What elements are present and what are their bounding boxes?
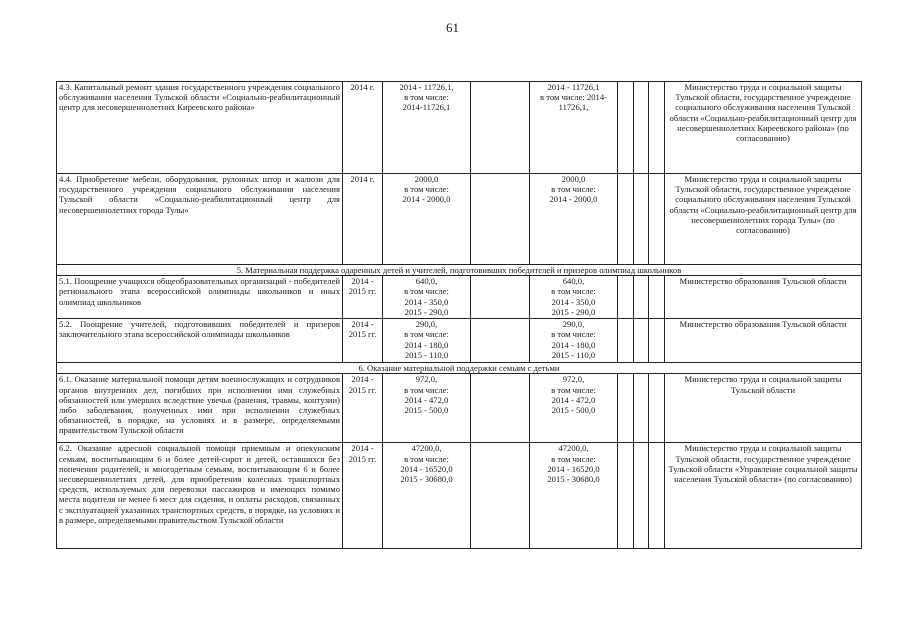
program-activities-table bbox=[56, 81, 862, 549]
total-funding-cell: 972,0, в том числе: 2014 - 472,0 2015 - 500,0 bbox=[383, 374, 471, 443]
page-number: 61 bbox=[446, 20, 459, 35]
regional-budget-cell: 47200,0, в том числе: 2014 - 16520,0 2015 - 30680,0 bbox=[530, 443, 618, 549]
empty-cell bbox=[471, 319, 530, 363]
empty-cell bbox=[649, 82, 665, 174]
total-funding-cell: 2014 - 11726,1, в том числе: 2014-11726,1 bbox=[383, 82, 471, 174]
term-cell: 2014 - 2015 гг. bbox=[343, 319, 383, 363]
responsible-agency-cell: Министерство труда и социальной защиты Тульской области, государственное учреждение Тульской области «Управление социальной защиты населения Тульской области» (по согласованию) bbox=[665, 443, 862, 549]
empty-cell bbox=[618, 276, 634, 319]
empty-cell bbox=[471, 374, 530, 443]
section-heading-row bbox=[57, 265, 862, 276]
table-row bbox=[57, 174, 862, 265]
empty-cell bbox=[634, 174, 649, 265]
empty-cell bbox=[471, 174, 530, 265]
section-heading-row bbox=[57, 363, 862, 374]
table-row bbox=[57, 374, 862, 443]
activity-name-cell: 5.2. Поощрение учителей, подготовивших победителей и призеров заключительного этапа всероссийской олимпиады школьников bbox=[57, 319, 343, 363]
empty-cell bbox=[649, 443, 665, 549]
responsible-agency-cell: Министерство труда и социальной защиты Тульской области, государственное учреждение социального обслуживания населения Тульской области «Социально-реабилитационный центр для несовершеннолетних Киреевского района» (по согласованию) bbox=[665, 82, 862, 174]
table-row bbox=[57, 443, 862, 549]
term-cell: 2014 г. bbox=[343, 174, 383, 265]
empty-cell bbox=[618, 174, 634, 265]
empty-cell bbox=[618, 82, 634, 174]
section-5-title: 5. Материальная поддержка одаренных детей и учителей, подготовивших победителей и призеров олимпиад школьников bbox=[57, 265, 862, 276]
responsible-agency-cell: Министерство труда и социальной защиты Тульской области, государственное учреждение социального обслуживания населения Тульской области «Социально-реабилитационный центр для несовершеннолетних города Тулы» (по согласованию) bbox=[665, 174, 862, 265]
empty-cell bbox=[634, 276, 649, 319]
empty-cell bbox=[471, 276, 530, 319]
activity-name-cell: 6.2. Оказание адресной социальной помощи приемным и опекунским семьям, воспитывающим 6 и более детей-сирот и детей, оставшихся без попечения родителей, и многодетным семьям, воспитывающим 6 и более несовершеннолетних детей, для приобретения колесных транспортных средств, используемых для перевозки пассажиров и имеющих помимо места водителя не менее 6 мест для сидения, и оплаты расходов, связанных с эксплуатацией указанных транспортных средств, в порядке, на условиях и в размере, определяемыми правительством Тульской области bbox=[57, 443, 343, 549]
total-funding-cell: 290,0, в том числе: 2014 - 180,0 2015 - 110,0 bbox=[383, 319, 471, 363]
regional-budget-cell: 2014 - 11726,1 в том числе: 2014- 11726,1, bbox=[530, 82, 618, 174]
empty-cell bbox=[634, 374, 649, 443]
total-funding-cell: 640,0, в том числе: 2014 - 350,0 2015 - 290,0 bbox=[383, 276, 471, 319]
table-row bbox=[57, 276, 862, 319]
responsible-agency-cell: Министерство образования Тульской области bbox=[665, 276, 862, 319]
term-cell: 2014 - 2015 гг. bbox=[343, 443, 383, 549]
regional-budget-cell: 2000,0 в том числе: 2014 - 2000,0 bbox=[530, 174, 618, 265]
empty-cell bbox=[634, 319, 649, 363]
empty-cell bbox=[471, 82, 530, 174]
empty-cell bbox=[649, 319, 665, 363]
total-funding-cell: 2000,0 в том числе: 2014 - 2000,0 bbox=[383, 174, 471, 265]
section-6-title: 6. Оказание материальной поддержки семьям с детьми bbox=[57, 363, 862, 374]
regional-budget-cell: 640,0, в том числе: 2014 - 350,0 2015 - 290,0 bbox=[530, 276, 618, 319]
table-row bbox=[57, 319, 862, 363]
regional-budget-cell: 290,0, в том числе: 2014 - 180,0 2015 - 110,0 bbox=[530, 319, 618, 363]
empty-cell bbox=[618, 443, 634, 549]
term-cell: 2014 - 2015 гг. bbox=[343, 374, 383, 443]
total-funding-cell: 47200,0, в том числе: 2014 - 16520,0 2015 - 30680,0 bbox=[383, 443, 471, 549]
regional-budget-cell: 972,0, в том числе: 2014 - 472,0 2015 - 500,0 bbox=[530, 374, 618, 443]
empty-cell bbox=[618, 374, 634, 443]
activity-name-cell: 4.3. Капитальный ремонт здания государственного учреждения социального обслуживания населения Тульской области «Социально-реабилитационный центр для несовершеннолетних Киреевского района» bbox=[57, 82, 343, 174]
empty-cell bbox=[634, 443, 649, 549]
empty-cell bbox=[649, 276, 665, 319]
activity-name-cell: 5.1. Поощрение учащихся общеобразовательных организаций - победителей регионального этапа всероссийской олимпиады школьников и иных олимпиад школьников bbox=[57, 276, 343, 319]
activity-name-cell: 6.1. Оказание материальной помощи детям военнослужащих и сотрудников органов внутренних дел, погибших при исполнении ими служебных обязанностей или умерших вследствие увечья (ранения, травмы, контузии) либо заболевания, полученных ими при исполнении служебных обязанностей, в порядке, на условиях и в размере, определяемыми правительством Тульской области bbox=[57, 374, 343, 443]
activity-name-cell: 4.4. Приобретение мебели, оборудования, рулонных штор и жалюзи для государственного учреждения социального обслуживания населения Тульской области «Социально-реабилитационный центр для несовершеннолетних города Тулы» bbox=[57, 174, 343, 265]
empty-cell bbox=[649, 174, 665, 265]
empty-cell bbox=[618, 319, 634, 363]
table-row bbox=[57, 82, 862, 174]
empty-cell bbox=[634, 82, 649, 174]
responsible-agency-cell: Министерство труда и социальной защиты Тульской области bbox=[665, 374, 862, 443]
term-cell: 2014 - 2015 гг. bbox=[343, 276, 383, 319]
empty-cell bbox=[649, 374, 665, 443]
term-cell: 2014 г. bbox=[343, 82, 383, 174]
empty-cell bbox=[471, 443, 530, 549]
responsible-agency-cell: Министерство образования Тульской области bbox=[665, 319, 862, 363]
